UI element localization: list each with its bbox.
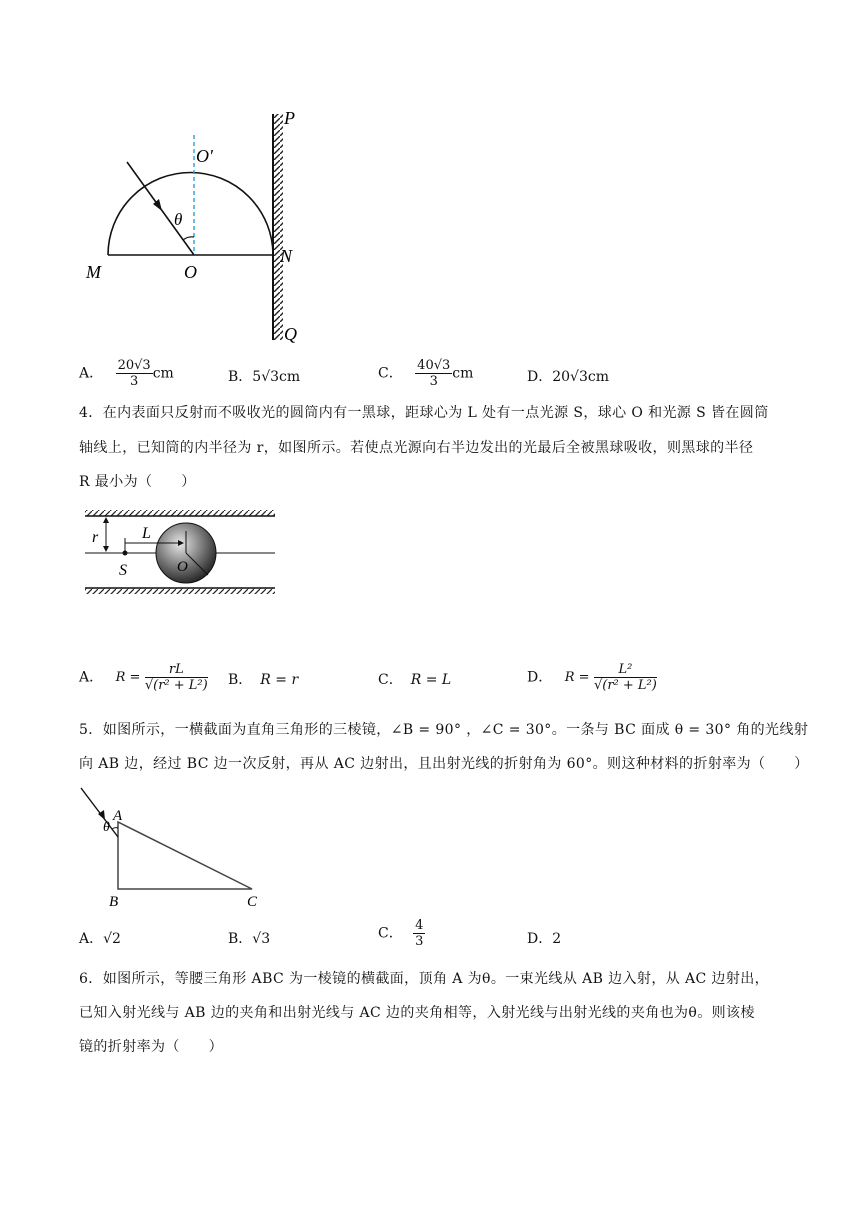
label-o-prime: O′	[196, 146, 213, 166]
label-m: M	[86, 262, 101, 282]
figure-semicircle-mirror	[70, 100, 330, 350]
semicircle-arc	[108, 173, 273, 256]
q5-option-a: A．√2	[79, 931, 121, 947]
q4-option-a: A． R = $\frac{rL}{\text{√(r² + L²)}}$	[79, 662, 208, 693]
q4-line3: R 最小为（ ）	[79, 474, 196, 490]
figure-cylinder-ball	[80, 505, 280, 605]
r-arrow-bottom	[103, 546, 109, 552]
q4-line2: 轴线上，已知筒的内半径为 r，如图所示。若使点光源向右半边发出的光最后全被黑球吸收，则黑球的半径	[79, 440, 754, 456]
light-source-s	[123, 551, 128, 556]
label-o: O	[184, 262, 197, 282]
label-o: O	[177, 559, 188, 575]
label-s: S	[119, 562, 127, 579]
mirror-hatching	[274, 114, 283, 340]
theta-arc	[112, 828, 118, 829]
top-wall-hatching	[85, 510, 275, 516]
label-theta: θ	[103, 820, 110, 835]
label-q: Q	[284, 324, 297, 344]
q6-line3: 镜的折射率为（ ）	[79, 1039, 223, 1055]
q3-option-d: D．20√3cm	[527, 369, 609, 385]
label-n: N	[280, 246, 293, 266]
q4-option-c: C． R = L	[378, 672, 452, 688]
q6-line1: 6．如图所示，等腰三角形 ABC 为一棱镜的横截面，顶角 A 为θ。一束光线从 AB 边入射，从 AC 边射出，	[79, 971, 770, 987]
q3-option-a: A． $\frac{20√3}{3}$ cm	[79, 358, 174, 389]
label-a: A	[113, 808, 123, 824]
q3-option-b: B．5√3cm	[228, 369, 301, 385]
label-l: L	[142, 525, 151, 542]
label-theta: θ	[174, 210, 183, 229]
q3-option-c: C． $\frac{40√3}{3}$ cm	[378, 358, 474, 389]
q5-option-b: B．√3	[228, 931, 271, 947]
q4-line1: 4．在内表面只反射而不吸收光的圆筒内有一黑球，距球心为 L 处有一点光源 S，球心 O 和光源 S 皆在圆筒	[79, 405, 769, 421]
label-c: C	[247, 894, 258, 910]
q6-line2: 已知入射光线与 AB 边的夹角和出射光线与 AC 边的夹角相等，入射光线与出射光线的夹角也为θ。则该棱	[79, 1005, 755, 1021]
triangle-abc	[118, 822, 252, 889]
figure-triangle-prism	[75, 782, 275, 912]
label-r: r	[92, 529, 99, 546]
label-p: P	[284, 108, 295, 128]
q5-option-c: C． $\frac{4}{3}$	[378, 918, 424, 949]
theta-arc	[183, 237, 194, 240]
q4-option-b: B． R = r	[228, 672, 299, 688]
q5-option-d: D．2	[527, 931, 562, 947]
q5-line2: 向 AB 边，经过 BC 边一次反射，再从 AC 边射出，且出射光线的折射角为 60°。则这种材料的折射率为（ ）	[79, 756, 809, 772]
bottom-wall-hatching	[85, 588, 275, 594]
label-b: B	[109, 894, 119, 910]
r-arrow-top	[103, 517, 109, 523]
q4-option-d: D． R = $\frac{\text{L²}}{\text{√(r² + L²)}}$	[527, 662, 657, 693]
q5-line1: 5．如图所示，一横截面为直角三角形的三棱镜，∠B = 90° ，∠C = 30°。一条与 BC 面成 θ = 30° 角的光线射	[79, 722, 809, 738]
